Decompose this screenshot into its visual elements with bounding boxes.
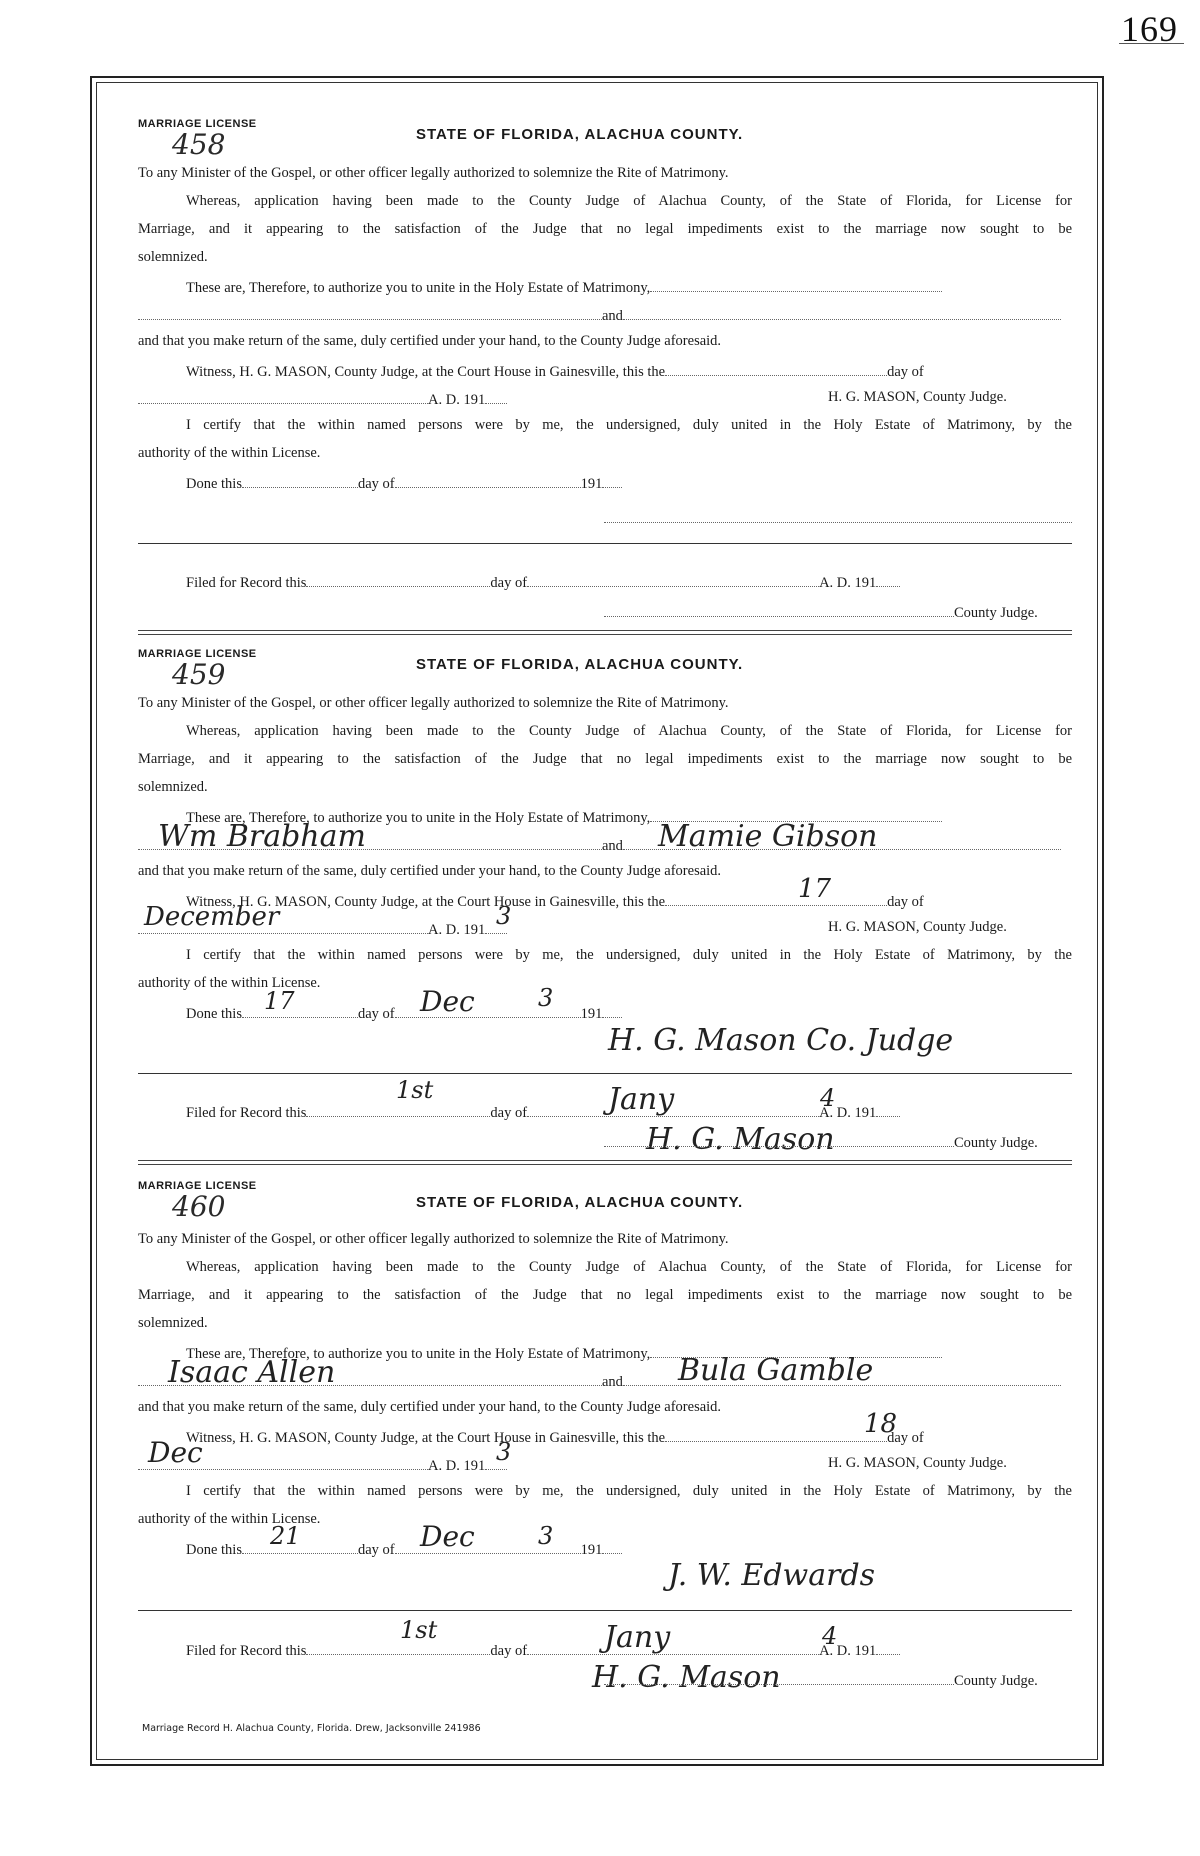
and-word: and bbox=[602, 838, 623, 854]
done-year-text: 191 bbox=[580, 1006, 603, 1022]
whereas-line-1: Whereas, application having been made to the County Judge of Alachua County, of the State of Florida, for License for bbox=[186, 193, 1072, 209]
witness-month: Dec bbox=[148, 1436, 203, 1469]
filed-year-blank bbox=[876, 1102, 900, 1117]
filed-day-of: day of bbox=[490, 1643, 528, 1659]
filed-ad-text: A. D. 191 bbox=[819, 1643, 877, 1659]
license-number: 458 bbox=[172, 128, 226, 161]
ad-text: A. D. 191 bbox=[428, 1458, 486, 1474]
witness-line bbox=[186, 891, 1072, 911]
footer-imprint: Marriage Record H. Alachua County, Florida. Drew, Jacksonville 241986 bbox=[142, 1723, 481, 1734]
certify-line-1: I certify that the within named persons were by me, the undersigned, duly united in the Holy Estate of Matrimony, by the bbox=[186, 1483, 1072, 1499]
license-header: MARRIAGE LICENSE bbox=[138, 648, 257, 660]
done-year-blank bbox=[602, 473, 622, 488]
license-header: MARRIAGE LICENSE bbox=[138, 118, 257, 130]
done-year-digit: 3 bbox=[538, 1522, 554, 1550]
whereas-line-1: Whereas, application having been made to the County Judge of Alachua County, of the State of Florida, for License for bbox=[186, 723, 1072, 739]
done-this-line bbox=[186, 1003, 1072, 1023]
marriage-license-460 bbox=[138, 1180, 1072, 1710]
witness-day-blank bbox=[665, 891, 887, 906]
and-line bbox=[138, 1371, 1072, 1391]
filed-month-blank bbox=[527, 572, 819, 587]
officiant-signature: J. W. Edwards bbox=[668, 1558, 876, 1593]
filed-text: Filed for Record this bbox=[186, 1105, 307, 1121]
done-day: 21 bbox=[270, 1522, 301, 1550]
page-number: 169 bbox=[1121, 9, 1178, 49]
filed-month: Jany bbox=[604, 1620, 671, 1655]
minister-line: To any Minister of the Gospel, or other officer legally authorized to solemnize the Rite of Matrimony. bbox=[138, 165, 729, 181]
whereas-line-2: Marriage, and it appearing to the satisfaction of the Judge that no legal impediments exist to the marriage now sought to be bbox=[138, 221, 1072, 237]
bride-blank bbox=[623, 305, 1061, 320]
signature-line bbox=[604, 508, 1072, 528]
and-line bbox=[138, 835, 1072, 855]
minister-line: To any Minister of the Gospel, or other officer legally authorized to solemnize the Rite of Matrimony. bbox=[138, 1231, 729, 1247]
county-judge-text: County Judge. bbox=[954, 605, 1038, 621]
filed-year-blank bbox=[876, 572, 900, 587]
filed-year-digit: 4 bbox=[822, 1622, 838, 1650]
day-of-word: day of bbox=[887, 894, 924, 910]
bride-blank bbox=[623, 1371, 1061, 1386]
done-year-text: 191 bbox=[580, 1542, 603, 1558]
judge-signature-blank bbox=[604, 1670, 954, 1685]
officiant-signature: H. G. Mason Co. Judge bbox=[608, 1023, 954, 1058]
done-year-blank bbox=[602, 1003, 622, 1018]
state-title: STATE OF FLORIDA, ALACHUA COUNTY. bbox=[416, 656, 744, 673]
done-this-text: Done this bbox=[186, 476, 242, 492]
witness-text: Witness, H. G. MASON, County Judge, at the Court House in Gainesville, this the bbox=[186, 894, 666, 910]
filed-year-blank bbox=[876, 1640, 900, 1655]
done-day-of: day of bbox=[357, 476, 395, 492]
these-are-text: These are, Therefore, to authorize you to unite in the Holy Estate of Matrimony, bbox=[186, 810, 651, 826]
bride-name: Mamie Gibson bbox=[658, 819, 878, 854]
section-rule bbox=[138, 543, 1072, 544]
blank-line bbox=[650, 277, 942, 292]
filed-text: Filed for Record this bbox=[186, 575, 307, 591]
ad-text: A. D. 191 bbox=[428, 922, 486, 938]
marriage-license-458 bbox=[138, 118, 1072, 638]
witness-line bbox=[186, 1427, 1072, 1447]
filed-day-of: day of bbox=[490, 575, 528, 591]
solemnized-line: solemnized. bbox=[138, 1315, 208, 1331]
license-number: 459 bbox=[172, 658, 226, 691]
groom-blank bbox=[138, 835, 602, 850]
certify-line-2: authority of the within License. bbox=[138, 445, 321, 461]
witness-day: 18 bbox=[864, 1409, 898, 1439]
done-year-blank bbox=[602, 1539, 622, 1554]
county-judge-text: County Judge. bbox=[954, 1135, 1038, 1151]
county-judge-text: County Judge. bbox=[954, 1673, 1038, 1689]
state-title: STATE OF FLORIDA, ALACHUA COUNTY. bbox=[416, 126, 744, 143]
witness-year-blank bbox=[485, 389, 507, 404]
witness-year-blank bbox=[485, 1455, 507, 1470]
filed-line bbox=[186, 572, 1072, 592]
signature-blank bbox=[604, 508, 1072, 523]
witness-month: December bbox=[144, 902, 280, 932]
witness-year-blank bbox=[485, 919, 507, 934]
minister-line: To any Minister of the Gospel, or other officer legally authorized to solemnize the Rite of Matrimony. bbox=[138, 695, 729, 711]
filed-month: Jany bbox=[608, 1082, 675, 1117]
license-header: MARRIAGE LICENSE bbox=[138, 1180, 257, 1192]
section-rule bbox=[138, 1610, 1072, 1611]
done-day-blank bbox=[242, 473, 358, 488]
filed-day-blank bbox=[306, 1102, 490, 1117]
done-month: Dec bbox=[420, 985, 475, 1018]
judge-name-line: H. G. MASON, County Judge. bbox=[828, 389, 1007, 405]
return-line: and that you make return of the same, duly certified under your hand, to the County Judge aforesaid. bbox=[138, 1399, 722, 1415]
license-number: 460 bbox=[172, 1190, 226, 1223]
solemnized-line: solemnized. bbox=[138, 779, 208, 795]
filed-day-of: day of bbox=[490, 1105, 528, 1121]
witness-text: Witness, H. G. MASON, County Judge, at the Court House in Gainesville, this the bbox=[186, 364, 666, 380]
done-day: 17 bbox=[264, 987, 295, 1015]
done-year-text: 191 bbox=[580, 476, 603, 492]
filed-ad-text: A. D. 191 bbox=[819, 575, 877, 591]
certify-line-1: I certify that the within named persons were by me, the undersigned, duly united in the Holy Estate of Matrimony, by the bbox=[186, 947, 1072, 963]
done-this-line bbox=[186, 1539, 1072, 1559]
certify-line-2: authority of the within License. bbox=[138, 1511, 321, 1527]
state-title: STATE OF FLORIDA, ALACHUA COUNTY. bbox=[416, 1194, 744, 1211]
section-rule bbox=[138, 1073, 1072, 1074]
done-day-of: day of bbox=[357, 1542, 395, 1558]
whereas-line-1: Whereas, application having been made to the County Judge of Alachua County, of the State of Florida, for License for bbox=[186, 1259, 1072, 1275]
judge-signature-blank bbox=[604, 1132, 954, 1147]
ad-text: A. D. 191 bbox=[428, 392, 486, 408]
witness-year-digit: 3 bbox=[496, 902, 512, 930]
witness-day: 17 bbox=[798, 874, 832, 904]
marriage-license-459 bbox=[138, 648, 1072, 1168]
and-word: and bbox=[602, 1374, 623, 1390]
license-separator bbox=[138, 630, 1072, 635]
whereas-line-2: Marriage, and it appearing to the satisfaction of the Judge that no legal impediments exist to the marriage now sought to be bbox=[138, 1287, 1072, 1303]
done-year-digit: 3 bbox=[538, 984, 554, 1012]
witness-year-digit: 3 bbox=[496, 1438, 512, 1466]
filed-day-blank bbox=[306, 1640, 490, 1655]
done-month-blank bbox=[395, 473, 581, 488]
license-separator bbox=[138, 1160, 1072, 1165]
judge-signature: H. G. Mason bbox=[646, 1122, 835, 1157]
done-this-line bbox=[186, 473, 1072, 493]
witness-day-blank bbox=[665, 1427, 887, 1442]
filed-text: Filed for Record this bbox=[186, 1643, 307, 1659]
done-day-blank bbox=[242, 1003, 358, 1018]
county-judge-line bbox=[604, 1670, 1072, 1690]
filed-ad-text: A. D. 191 bbox=[819, 1105, 877, 1121]
and-word: and bbox=[602, 308, 623, 324]
done-month: Dec bbox=[420, 1520, 475, 1553]
filed-day-blank bbox=[306, 572, 490, 587]
county-judge-line bbox=[604, 602, 1072, 622]
witness-text: Witness, H. G. MASON, County Judge, at the Court House in Gainesville, this the bbox=[186, 1430, 666, 1446]
filed-day: 1st bbox=[396, 1076, 434, 1104]
done-this-text: Done this bbox=[186, 1006, 242, 1022]
these-are-text: These are, Therefore, to authorize you to unite in the Holy Estate of Matrimony, bbox=[186, 1346, 651, 1362]
certify-line-2: authority of the within License. bbox=[138, 975, 321, 991]
filed-month-blank bbox=[527, 1640, 819, 1655]
bride-name: Bula Gamble bbox=[678, 1353, 874, 1388]
these-are-text: These are, Therefore, to authorize you to unite in the Holy Estate of Matrimony, bbox=[186, 280, 651, 296]
bride-blank bbox=[623, 835, 1061, 850]
day-of-word: day of bbox=[887, 1430, 924, 1446]
these-are-line bbox=[186, 277, 1072, 297]
groom-name: Wm Brabham bbox=[158, 819, 366, 854]
witness-day-blank bbox=[665, 361, 887, 376]
and-line bbox=[138, 305, 1072, 325]
done-day-of: day of bbox=[357, 1006, 395, 1022]
groom-name: Isaac Allen bbox=[168, 1355, 336, 1390]
groom-blank bbox=[138, 305, 602, 320]
groom-blank bbox=[138, 1371, 602, 1386]
return-line: and that you make return of the same, duly certified under your hand, to the County Judge aforesaid. bbox=[138, 863, 722, 879]
witness-month-blank bbox=[138, 919, 428, 934]
return-line: and that you make return of the same, duly certified under your hand, to the County Judge aforesaid. bbox=[138, 333, 722, 349]
filed-day: 1st bbox=[400, 1616, 438, 1644]
certify-line-1: I certify that the within named persons were by me, the undersigned, duly united in the Holy Estate of Matrimony, by the bbox=[186, 417, 1072, 433]
day-of-word: day of bbox=[887, 364, 924, 380]
witness-month-blank bbox=[138, 1455, 428, 1470]
done-this-text: Done this bbox=[186, 1542, 242, 1558]
judge-name-line: H. G. MASON, County Judge. bbox=[828, 1455, 1007, 1471]
solemnized-line: solemnized. bbox=[138, 249, 208, 265]
judge-name-line: H. G. MASON, County Judge. bbox=[828, 919, 1007, 935]
whereas-line-2: Marriage, and it appearing to the satisfaction of the Judge that no legal impediments exist to the marriage now sought to be bbox=[138, 751, 1072, 767]
witness-month-blank bbox=[138, 389, 428, 404]
judge-signature-blank bbox=[604, 602, 954, 617]
witness-line bbox=[186, 361, 1072, 381]
county-judge-line bbox=[604, 1132, 1072, 1152]
filed-year-digit: 4 bbox=[820, 1084, 836, 1112]
judge-signature: H. G. Mason bbox=[592, 1660, 781, 1695]
